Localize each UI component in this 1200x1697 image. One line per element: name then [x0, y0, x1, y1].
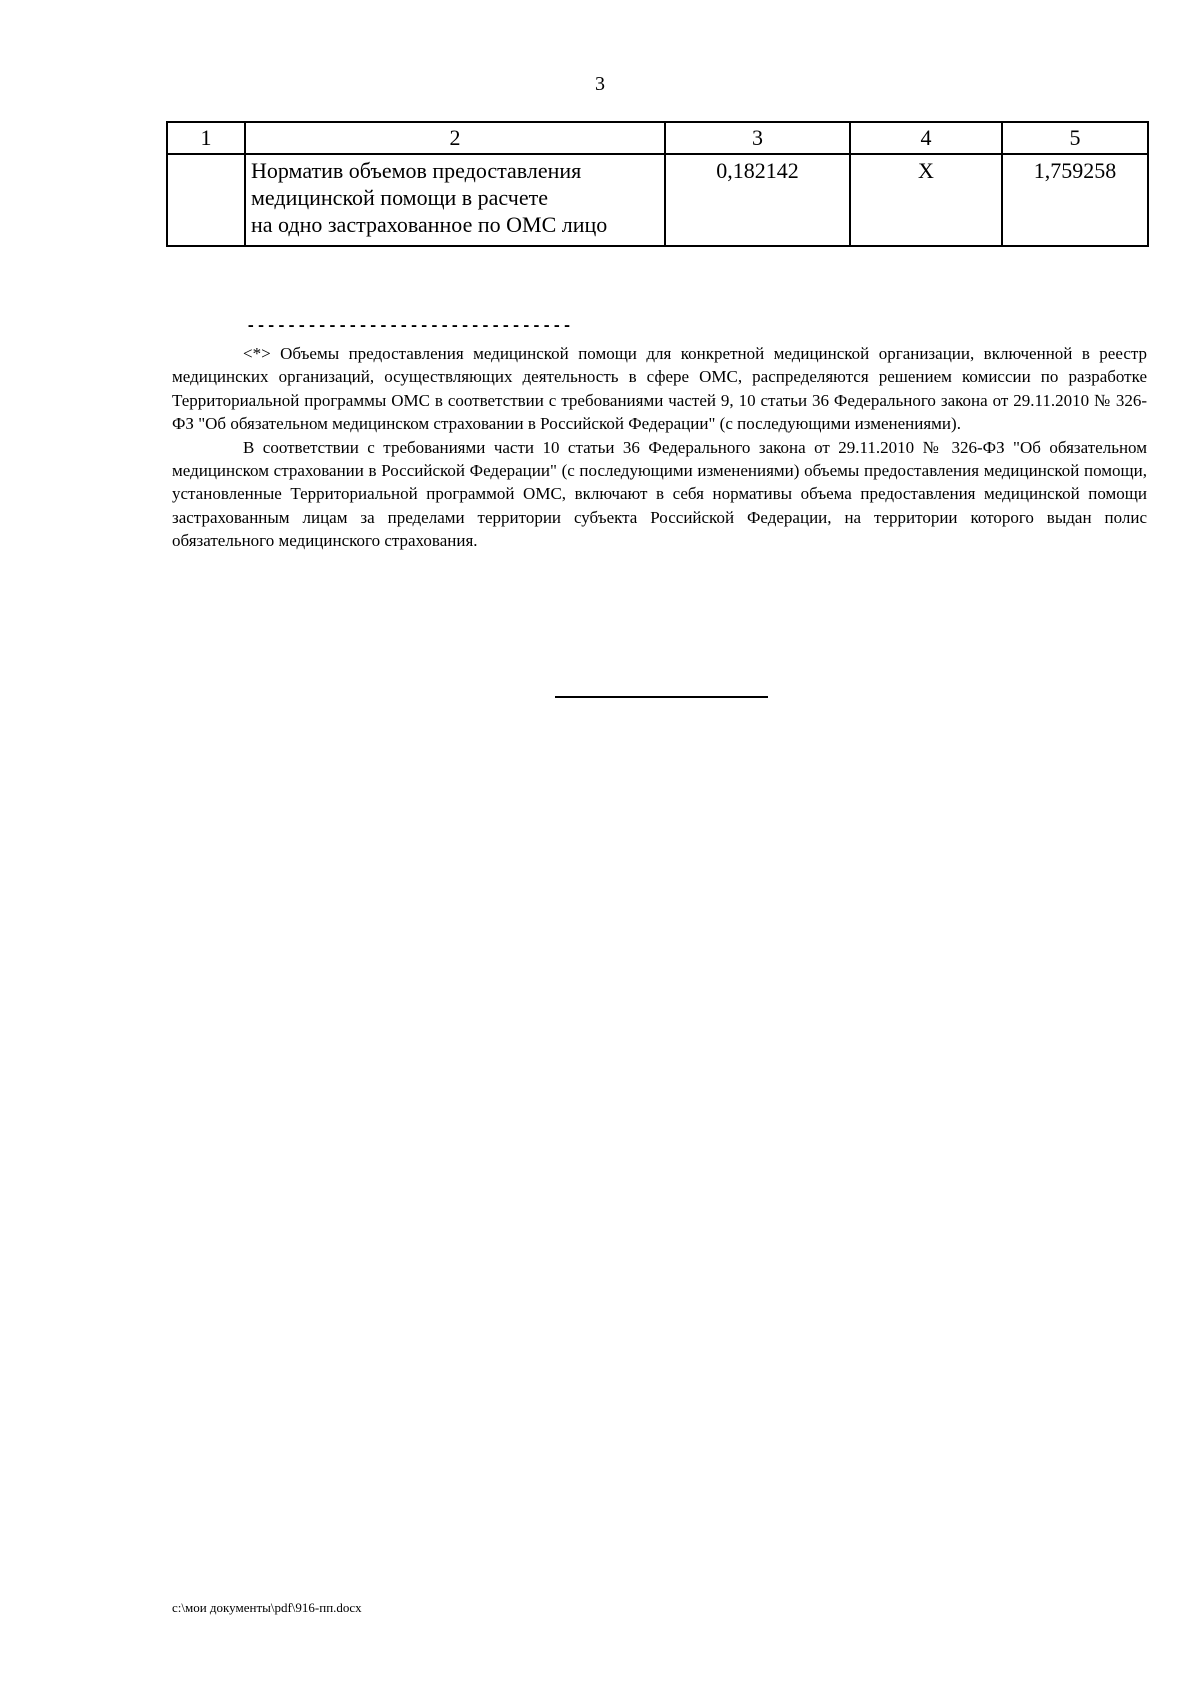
indicator-name-line: медицинской помощи в расчете — [251, 185, 548, 210]
header-cell-5: 5 — [1002, 122, 1148, 154]
value-cell-3: 0,182142 — [665, 154, 850, 246]
file-path-footer: c:\мои документы\pdf\916-пп.docx — [172, 1600, 362, 1615]
footnote-paragraph: <*> Объемы предоставления медицинской помощи для конкретной медицинской организации, включенной в реестр медицинских организаций, осуществляющих деятельность в сфере ОМС, распределяются решением комиссии по разработке Территориальной программы ОМС в соответствии с требованиями частей 9, 10 статьи 36 Федерального закона от 29.11.2010 № 326-ФЗ "Об обязательном медицинском страховании в Российской Федерации" (с последующими изменениями). — [172, 344, 1147, 434]
header-cell-4: 4 — [850, 122, 1002, 154]
header-cell-3: 3 — [665, 122, 850, 154]
footnote-separator: -------------------------------- — [246, 317, 573, 335]
header-cell-2: 2 — [245, 122, 665, 154]
value-cell-4: Х — [850, 154, 1002, 246]
footnotes — [172, 342, 1147, 553]
row-number-cell — [167, 154, 245, 246]
indicator-name-line: Норматив объемов предоставления — [251, 158, 582, 183]
indicator-name-cell — [245, 154, 665, 246]
page-number: 3 — [595, 73, 605, 95]
header-cell-1: 1 — [167, 122, 245, 154]
table-header-row — [167, 122, 1148, 154]
footnote-paragraph: В соответствии с требованиями части 10 статьи 36 Федерального закона от 29.11.2010 № 326-ФЗ "Об обязательном медицинском страховании в Российской Федерации" (с последующими изменениями) объемы предоставления медицинской помощи, установленные Территориальной программой ОМС, включают в себя нормативы объема предоставления медицинской помощи застрахованным лицам за пределами территории субъекта Российской Федерации, на территории которого выдан полис обязательного медицинского страхования. — [172, 437, 1147, 551]
table-row — [167, 154, 1148, 246]
end-of-document-line — [555, 696, 768, 698]
indicator-name-line: на одно застрахованное по ОМС лицо — [251, 212, 608, 237]
data-table — [166, 121, 1149, 247]
value-cell-5: 1,759258 — [1002, 154, 1148, 246]
